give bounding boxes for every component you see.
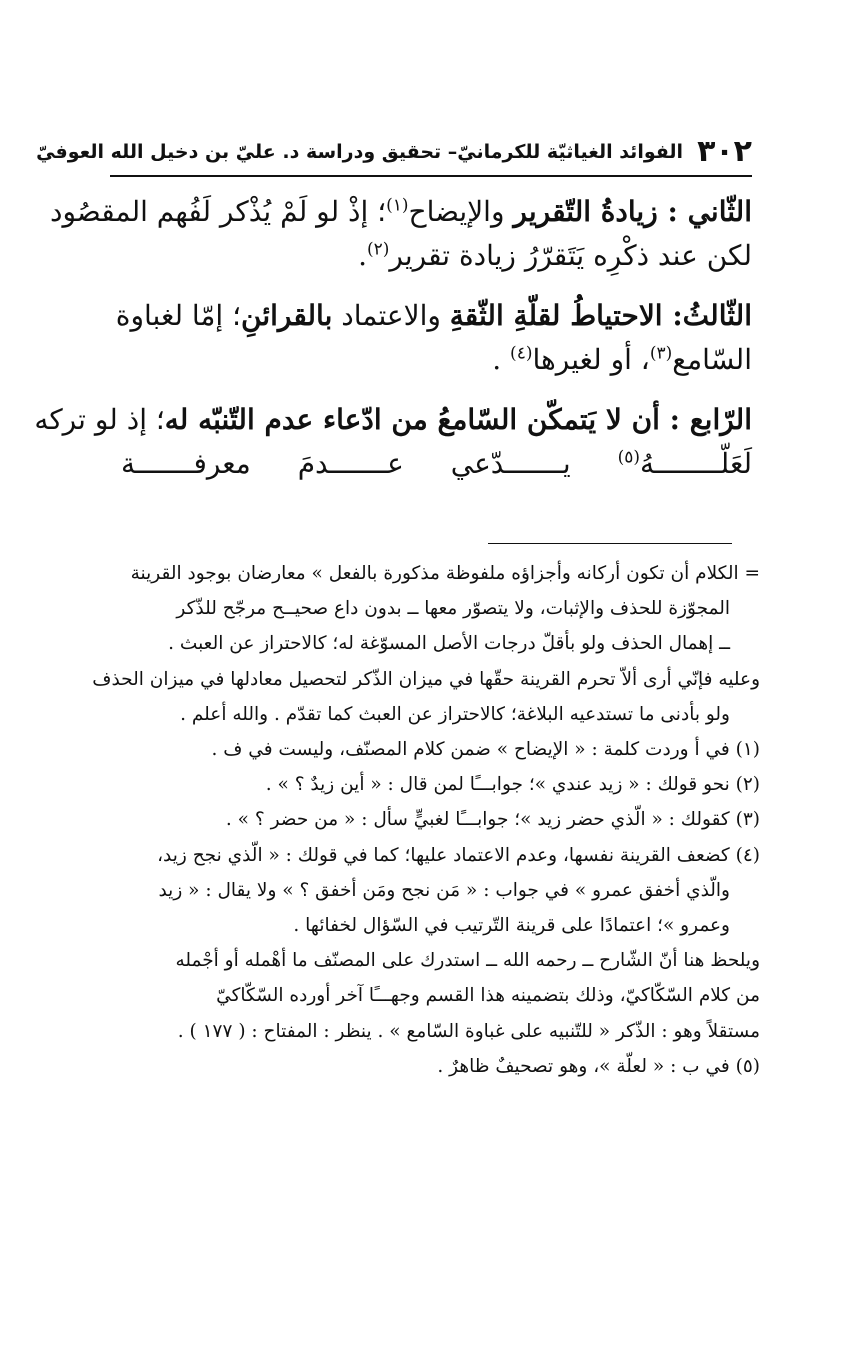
text-span: لكن عند ذكْرِه يَتَقرّرُ زيادة تقرير: [389, 239, 752, 272]
footnote-line: (٥) في ب : « لعلّة »، وهو تصحيفٌ ظاهرٌ .: [437, 1055, 760, 1077]
heading-phrase: الثّاني : زيادةُ التّقرير: [513, 195, 752, 228]
heading-phrase: الثّالثُ: الاحتياطُ لقلّةِ الثّقةِ: [449, 299, 752, 332]
footnote-line: والّذي أخفق عمرو » في جواب : « مَن نجح ومَن أخفق ؟ » ولا يقال : « زيد: [158, 879, 730, 901]
footnotes: [92, 556, 760, 1084]
footnote-separator: [488, 543, 732, 544]
text-span: ؛ إذْ لو لَمْ يُذْكر لَفُهم المقصُود: [50, 195, 387, 228]
text-span: والاعتماد: [332, 299, 450, 332]
footnote-ref: (١): [386, 195, 409, 216]
text-span: ؛ إذ لو تركه: [34, 403, 165, 436]
footnote-line: (١) في أ وردت كلمة : « الإيضاح » ضمن كلام المصنّف، وليست في ف .: [211, 739, 760, 761]
page-header: [36, 132, 752, 172]
footnote-ref: (٥): [617, 447, 641, 468]
footnote-line: (٣) كقولك : « الّذي حضر زيد »؛ جوابـــًا لغبيٍّ سأل : « من حضر ؟ » .: [225, 809, 760, 831]
text-line: [112, 294, 752, 338]
text-span: ، أو لغيرها: [532, 343, 650, 376]
paragraph-third: [112, 294, 752, 382]
footnote-line: (٤) كضعف القرينة نفسها، وعدم الاعتماد عليها؛ كما في قولك : « الّذي نجح زيد،: [157, 844, 760, 866]
paragraph-second: [50, 190, 752, 278]
main-text: [34, 190, 752, 502]
footnote-line: المجوّزة للحذف والإثبات، ولا يتصوّر معها ــ بدون داع صحيــح مرجّح للذّكر: [176, 598, 730, 620]
footnote-line: وعمرو »؛ اعتمادًا على قرينة التّرتيب في السّؤال لخفائها .: [293, 915, 730, 937]
page-number: ٣٠٢: [697, 134, 752, 169]
text-span: .: [492, 343, 511, 376]
footnote-line: وعليه فإنّي أرى ألاّ تحرم القرينة حقّها في ميزان الذّكر لتحصيل معادلها في ميزان الحذف: [92, 668, 760, 690]
heading-phrase: الرّابع : أن لا يَتمكّن السّامعُ من ادّعاء عدم التّنبّه له: [164, 403, 752, 436]
footnote-line: (٢) نحو قولك : « زيد عندي »؛ جوابـــًا لمن قال : « أين زيدٌ ؟ » .: [265, 774, 760, 796]
footnote-ref: (٢): [366, 239, 390, 260]
footnote-line: من كلام السّكّاكيّ، وذلك بتضمينه هذا القسم وجهـــًا آخر أورده السّكّاكيّ: [216, 985, 760, 1007]
header-rule: [110, 175, 752, 177]
paragraph-fourth: [34, 398, 752, 486]
footnote-line: ويلحظ هنا أنّ الشّارح ــ رحمه الله ــ استدرك على المصنّف ما أهْمله أو أجْمله: [175, 950, 760, 972]
text-span: ؛ إمّا لغباوة: [115, 299, 242, 332]
bold-word: بالقرائنِ: [241, 299, 333, 332]
text-span: يـــــــدّعي عـــــــدمَ معرفـــــــة: [121, 447, 571, 480]
text-span: لَعَلّــــــــهُ: [640, 447, 752, 480]
footnote-line: ــ إهمال الحذف ولو بأقلّ درجات الأصل المسوّغة له؛ كالاحتراز عن العبث .: [168, 633, 730, 655]
footnote-ref: (٣): [649, 343, 673, 364]
running-title: الفوائد الغياثيّة للكرمانيّ– تحقيق ودراسة د. عليّ بن دخيل الله العوفيّ: [36, 141, 684, 163]
footnote-line: = الكلام أن تكون أركانه وأجزاؤه ملفوظة مذكورة بالفعل » معارضان بوجود القرينة: [130, 563, 760, 584]
text-line: [50, 190, 752, 234]
text-line: [112, 442, 752, 486]
text-line: [112, 234, 752, 278]
footnote-line: مستقلاً وهو : الذّكر « للتّنبيه على غباوة السّامع » . ينظر : المفتاح : ( ١٧٧ ) .: [177, 1020, 760, 1042]
footnote-ref: (٤): [510, 343, 533, 364]
text-line: [34, 398, 752, 442]
text-line: [112, 338, 752, 382]
text-span: .: [358, 239, 367, 272]
footnote-line: ولو بأدنى ما تستدعيه البلاغة؛ كالاحتراز عن العبث كما تقدّم . والله أعلم .: [180, 703, 730, 725]
text-span: السّامع: [672, 343, 752, 376]
text-span: والإيضاح: [408, 195, 514, 228]
